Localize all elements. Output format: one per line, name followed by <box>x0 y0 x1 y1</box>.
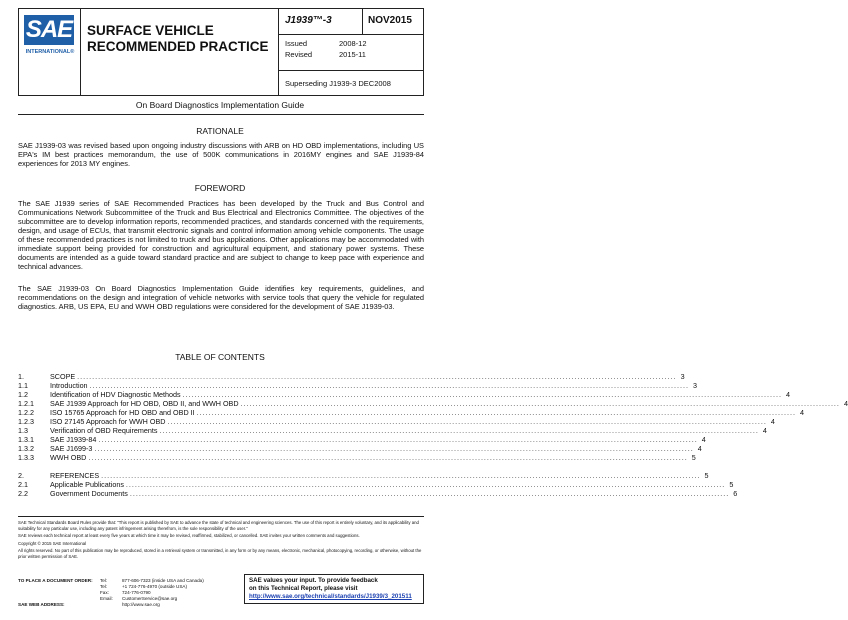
tel-inside: 877-606-7323 (inside USA and Canada) <box>122 578 204 583</box>
feedback-link[interactable]: http://www.sae.org/technical/standards/J1939/3_201511 <box>249 593 412 600</box>
foreword-heading: FOREWORD <box>194 183 246 193</box>
order-label: TO PLACE A DOCUMENT ORDER: <box>18 578 93 583</box>
legal-footer <box>18 520 424 562</box>
toc-entry-page: 3 <box>692 381 697 390</box>
foreword-para-1: The SAE J1939 series of SAE Recommended Practices has been developed by the Truck and Bus Control and Communications Network Subcommittee of the Truck and Bus Electrical and Electronics Committee. The objectives of the subcommittee are to develop information reports, recommended practices, and standards concerned with the requirements, design, and usage of ECUs, that transmit electronic signals and control information among vehicle components. The usage of these recommended practices is not limited to truck and bus applications. Other applications may be accommodated with immediate support being provided for construction and agricultural equipment, and stationary power systems. These documents are intended as a guide toward standard practice and are subject to change to keep pace with experience and technical advances. <box>18 199 424 271</box>
toc-entry[interactable] <box>18 444 702 453</box>
issue-info <box>279 35 423 71</box>
doc-number: J1939™-3 <box>279 9 363 35</box>
toc-entry-number: 1.1 <box>18 381 28 390</box>
issued-row <box>285 39 423 50</box>
footer-divider <box>18 516 424 517</box>
sae-logo: SAE <box>25 16 73 43</box>
toc-entry[interactable] <box>18 453 696 462</box>
divider <box>18 114 424 115</box>
document-subtitle: On Board Diagnostics Implementation Guide <box>135 100 305 110</box>
toc-entry-page: 5 <box>704 471 709 480</box>
toc-entry-number: 2.2 <box>18 489 28 498</box>
toc-leader-dots: ........................................................................................................................................................................................................ <box>94 444 694 453</box>
contact-block <box>18 578 248 608</box>
toc-entry[interactable] <box>18 381 697 390</box>
toc-entry-title: Introduction <box>50 381 88 390</box>
toc-entry[interactable] <box>18 390 791 399</box>
tel-outside: +1 724-776-4970 (outside USA) <box>122 584 187 589</box>
toc-entry-page: 4 <box>770 417 775 426</box>
copyright-text: Copyright © 2015 SAE International <box>18 540 87 546</box>
toc-entry-page: 4 <box>800 408 805 417</box>
title-cell <box>81 9 279 95</box>
toc-leader-dots: ........................................................................................................................................................................................................ <box>182 390 783 399</box>
logo-cell <box>19 9 81 95</box>
tel2-key: Tel: <box>100 584 108 589</box>
toc-entry[interactable] <box>18 408 805 417</box>
tel-key: Tel: <box>100 578 108 583</box>
toc-entry[interactable] <box>18 372 685 381</box>
feedback-line-1: SAE values your input. To provide feedback <box>249 577 378 584</box>
revised-value: 2015-11 <box>339 50 366 59</box>
doc-date: NOV2015 <box>363 9 423 35</box>
issued-label: Issued <box>285 39 308 48</box>
toc-entry-title: SAE J1939-84 <box>50 435 97 444</box>
review-text: SAE reviews each technical report at least every five years at which time it may be revised, reaffirmed, stabilized, or cancelled. SAE invites your written comments and suggestions. <box>18 533 360 539</box>
sae-logo-subtext: INTERNATIONAL® <box>25 49 75 55</box>
toc-entry[interactable] <box>18 435 706 444</box>
toc-entry-title: Applicable Publications <box>50 480 124 489</box>
toc-entry[interactable] <box>18 480 734 489</box>
toc-entry[interactable] <box>18 417 775 426</box>
toc-entry-number: 2.1 <box>18 480 28 489</box>
toc-leader-dots: ........................................................................................................................................................................................................ <box>167 417 767 426</box>
toc-entry-number: 1.2.3 <box>18 417 34 426</box>
toc-leader-dots: ........................................................................................................................................................................................................ <box>88 453 688 462</box>
rationale-text: SAE J1939-03 was revised based upon ongoing industry discussions with ARB on HD OBD implementations, including US EPA's IM best practices memorandum, the use of 500K communications in 2016MY engines and SAE J1939-84 experiences for 2013 MY engines. <box>18 141 424 168</box>
rights-text: All rights reserved. No part of this publication may be reproduced, stored in a retrieval system or transmitted, in any form or by any means, electronic, mechanical, photocopying, recording, or otherwise, without the prior written permission of SAE. <box>18 548 422 559</box>
foreword-para-2: The SAE J1939-03 On Board Diagnostics Implementation Guide identifies key requirements, guidelines, and recommendations on the design and integration of vehicle networks with service tools that query the vehicle for regulated diagnostics. ARB, US EPA, EU and WWH OBD regulations were considered for the development of SAE J1939-03. <box>18 284 424 311</box>
toc-entry-page: 4 <box>701 435 706 444</box>
toc-entry[interactable] <box>18 471 709 480</box>
toc-leader-dots: ........................................................................................................................................................................................................ <box>129 489 730 498</box>
toc-leader-dots: ........................................................................................................................................................................................................ <box>240 399 840 408</box>
revised-label: Revised <box>285 50 313 59</box>
toc-leader-dots: ........................................................................................................................................................................................................ <box>98 435 698 444</box>
toc-entry[interactable] <box>18 399 848 408</box>
toc-leader-dots: ........................................................................................................................................................................................................ <box>77 372 677 381</box>
toc-entry-number: 2. <box>18 471 24 480</box>
web-link[interactable]: http://www.sae.org <box>122 602 160 607</box>
toc-heading: TABLE OF CONTENTS <box>175 352 265 362</box>
toc-leader-dots: ........................................................................................................................................................................................................ <box>196 408 797 417</box>
toc-leader-dots: ........................................................................................................................................................................................................ <box>159 426 759 435</box>
toc-entry-title: WWH OBD <box>50 453 87 462</box>
web-label: SAE WEB ADDRESS: <box>18 602 65 607</box>
toc-entry-title: Verification of OBD Requirements <box>50 426 158 435</box>
toc-entry-page: 3 <box>680 372 685 381</box>
toc-entry-number: 1.2.2 <box>18 408 34 417</box>
toc-entry-title: SAE J1939 Approach for HD OBD, OBD II, and WWH OBD <box>50 399 239 408</box>
toc-entry-page: 4 <box>697 444 702 453</box>
toc-entry[interactable] <box>18 426 767 435</box>
board-rules-text: SAE Technical Standards Board Rules provide that: "This report is published by SAE to advance the state of technical and engineering sciences. The use of this report is entirely voluntary, and its applicability and suitability for any particular use, including any patent infringement arising therefrom, is the sole responsibility of the user." <box>18 520 419 531</box>
toc-entry-number: 1.3.1 <box>18 435 34 444</box>
rationale-heading: RATIONALE <box>196 126 244 136</box>
toc-entry-page: 4 <box>843 399 848 408</box>
toc-entry-title: SCOPE <box>50 372 76 381</box>
fax-number: 724-776-0790 <box>122 590 151 595</box>
toc-entry[interactable] <box>18 489 738 498</box>
toc-entry-page: 4 <box>786 390 791 399</box>
toc-entry-number: 1.3.3 <box>18 453 34 462</box>
toc-entry-page: 6 <box>733 489 738 498</box>
feedback-line-2: on this Technical Report, please visit <box>249 585 358 592</box>
toc-entry-page: 4 <box>762 426 767 435</box>
toc-leader-dots: ........................................................................................................................................................................................................ <box>89 381 689 390</box>
doc-title-line1: SURFACE VEHICLE <box>87 23 214 38</box>
toc-entry-number: 1.2.1 <box>18 399 34 408</box>
toc-entry-page: 5 <box>729 480 734 489</box>
issued-value: 2008-12 <box>339 39 367 48</box>
toc-entry-number: 1. <box>18 372 24 381</box>
revised-row <box>285 50 423 61</box>
doc-title-line2: RECOMMENDED PRACTICE <box>87 39 269 54</box>
document-header <box>18 8 424 96</box>
email-key: Email: <box>100 596 113 601</box>
superseding-note: Superseding J1939-3 DEC2008 <box>285 79 391 88</box>
toc-entry-title: REFERENCES <box>50 471 100 480</box>
toc-entry-title: Identification of HDV Diagnostic Methods <box>50 390 181 399</box>
toc-leader-dots: ........................................................................................................................................................................................................ <box>101 471 701 480</box>
toc-leader-dots: ........................................................................................................................................................................................................ <box>125 480 726 489</box>
feedback-box <box>244 574 424 604</box>
toc-entry-title: Government Documents <box>50 489 128 498</box>
toc-entry-title: SAE J1699-3 <box>50 444 93 453</box>
toc-entry-page: 5 <box>691 453 696 462</box>
toc-entry-title: ISO 15765 Approach for HD OBD and OBD II <box>50 408 195 417</box>
toc-entry-number: 1.3.2 <box>18 444 34 453</box>
contact-row-web <box>18 602 248 608</box>
toc-entry-number: 1.2 <box>18 390 28 399</box>
toc-entry-title: ISO 27145 Approach for WWH OBD <box>50 417 166 426</box>
toc-entry-number: 1.3 <box>18 426 28 435</box>
fax-key: Fax: <box>100 590 109 595</box>
email-link[interactable]: CustomerService@sae.org <box>122 596 178 601</box>
